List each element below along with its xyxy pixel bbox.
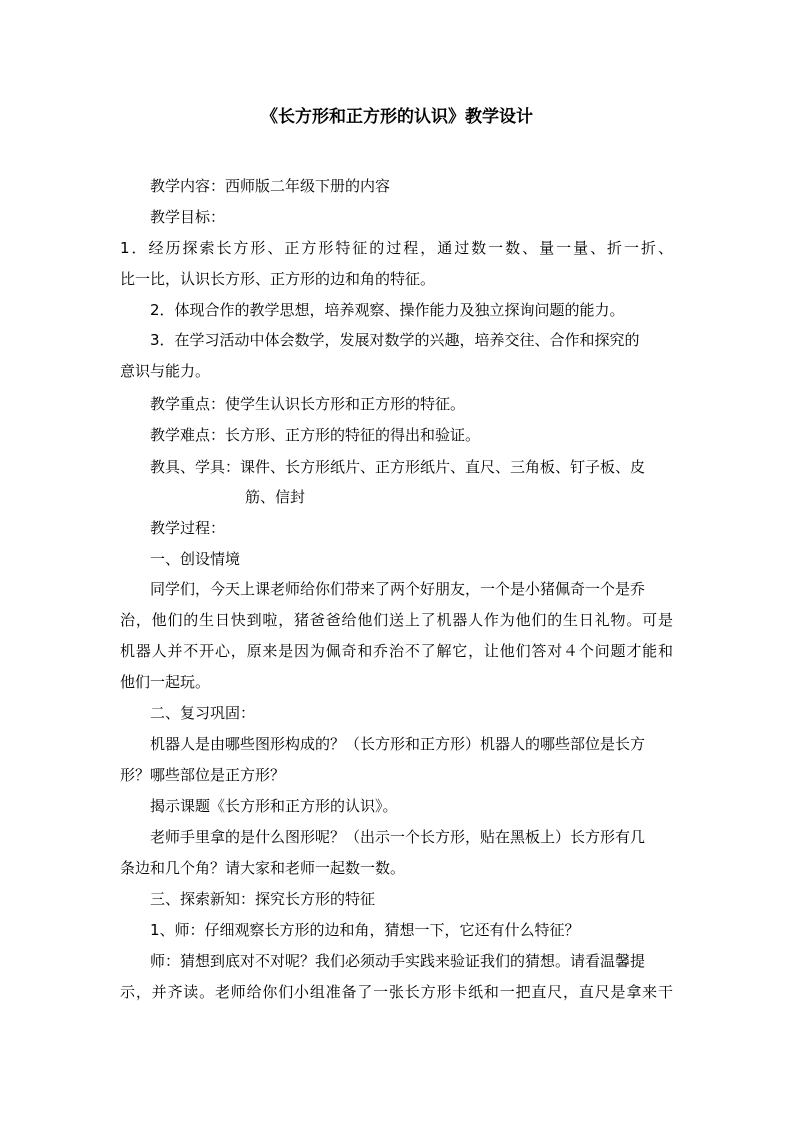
goal-1-line-1: 1．经历探索长方形、正方形特征的过程，通过数一数、量一量、折一折、 <box>120 239 673 257</box>
section-2-heading: 二、复习巩固： <box>150 704 256 722</box>
reveal-topic-line: 揭示课题《长方形和正方形的认识》。 <box>150 797 398 815</box>
goal-1-line-2: 比一比，认识长方形、正方形的边和角的特征。 <box>120 270 436 288</box>
materials-line-2: 筋、信封 <box>245 488 306 506</box>
observe-question-line: 1、师：仔细观察长方形的边和角，猜想一下，它还有什么特征？ <box>150 921 580 939</box>
shape-question-line-2: 条边和几个角？请大家和老师一起数一数。 <box>120 859 406 877</box>
section-3-heading: 三、探索新知：探究长方形的特征 <box>150 890 376 908</box>
review-paragraph-line-2: 形？哪些部位是正方形？ <box>120 766 286 784</box>
verify-paragraph-line-2: 示，并齐读。老师给你们小组准备了一张长方形卡纸和一把直尺，直尺是拿来干 <box>120 983 673 1001</box>
difficulty-line: 教学难点：长方形、正方形的特征的得出和验证。 <box>150 426 481 444</box>
teaching-goals-heading: 教学目标： <box>150 208 226 226</box>
shape-question-line-1: 老师手里拿的是什么图形呢？（出示一个长方形，贴在黑板上）长方形有几 <box>150 828 646 846</box>
intro-paragraph-line-2: 治，他们的生日快到啦，猪爸爸给他们送上了机器人作为他们的生日礼物。可是 <box>120 611 673 629</box>
intro-paragraph-line-1: 同学们，今天上课老师给你们带来了两个好朋友，一个是小猪佩奇一个是乔 <box>150 580 646 598</box>
verify-paragraph-line-1: 师：猜想到底对不对呢？我们必须动手实践来验证我们的猜想。请看温馨提 <box>150 952 646 970</box>
goal-3-line-2: 意识与能力。 <box>120 362 211 380</box>
intro-paragraph-line-4: 他们一起玩。 <box>120 673 211 691</box>
materials-line-1: 教具、学具：课件、长方形纸片、正方形纸片、直尺、三角板、钉子板、皮 <box>150 458 646 476</box>
key-point-line: 教学重点：使学生认识长方形和正方形的特征。 <box>150 395 466 413</box>
document-title: 《长方形和正方形的认识》教学设计 <box>261 107 533 127</box>
teaching-content-line: 教学内容：西师版二年级下册的内容 <box>150 177 391 195</box>
review-paragraph-line-1: 机器人是由哪些图形构成的？（长方形和正方形）机器人的哪些部位是长方 <box>150 735 646 753</box>
process-heading: 教学过程： <box>150 519 226 537</box>
section-1-heading: 一、创设情境 <box>150 550 241 568</box>
goal-2-line: 2．体现合作的教学思想，培养观察、操作能力及独立探询问题的能力。 <box>150 301 625 319</box>
intro-paragraph-line-3: 机器人并不开心，原来是因为佩奇和乔治不了解它，让他们答对４个问题才能和 <box>120 642 673 660</box>
goal-3-line-1: 3．在学习活动中体会数学，发展对数学的兴趣，培养交往、合作和探究的 <box>150 331 640 349</box>
